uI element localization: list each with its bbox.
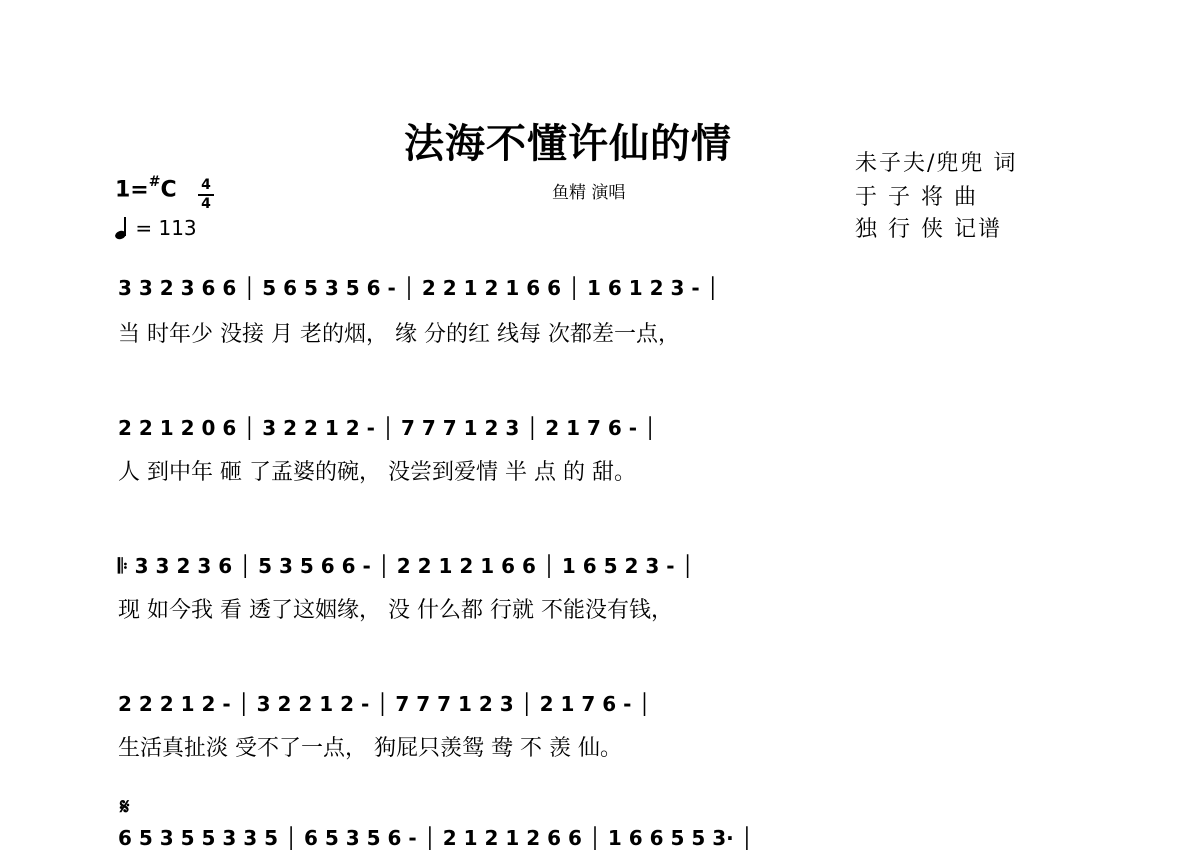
lyricist-credit: 未子夫/兜兜 词 <box>855 151 1018 176</box>
transcriber-credit: 独 行 侠 记谱 <box>855 217 1002 242</box>
notation-row-3: 𝄆 3 3 2 3 6 │ 5 3 5 6 6 - │ 2 2 1 2 1 6 6 │ 1 6 5 2 3 - │ <box>118 554 694 578</box>
quarter-note-icon <box>115 217 129 239</box>
composer-credit: 于 子 将 曲 <box>855 185 978 210</box>
singer-credit: 鱼精 演唱 <box>552 183 626 203</box>
tempo-marking: = 113 <box>115 216 197 240</box>
notation-row-5: 6 5 3 5 5 3 3 5 │ 6 5 3 5 6 - │ 2 1 2 1 2 6 6 │ 1 6 6 5 5 3· │ <box>118 826 753 850</box>
lyrics-row-2: 人 到中年 砸 了孟婆的碗， 没尝到爱情 半 点 的 甜。 <box>118 460 636 485</box>
notation-row-4: 2 2 2 1 2 - │ 3 2 2 1 2 - │ 7 7 7 1 2 3 │ 2 1 7 6 - │ <box>118 692 651 716</box>
time-signature: 4 4 <box>198 178 214 212</box>
lyrics-row-1: 当 时年少 没接 月 老的烟， 缘 分的红 线每 次都差一点， <box>118 322 680 347</box>
notation-row-2: 2 2 1 2 0 6 │ 3 2 2 1 2 - │ 7 7 7 1 2 3 │ 2 1 7 6 - │ <box>118 416 657 440</box>
lyrics-row-4: 生活真扯淡 受不了一点， 狗屁只羡鸳 鸯 不 羡 仙。 <box>118 736 622 761</box>
lyrics-row-3: 现 如今我 看 透了这姻缘， 没 什么都 行就 不能没有钱， <box>118 598 673 623</box>
notation-row-1: 3 3 2 3 6 6 │ 5 6 5 3 5 6 - │ 2 2 1 2 1 6 6 │ 1 6 1 2 3 - │ <box>118 276 719 300</box>
key-signature: 1=#C <box>115 174 177 203</box>
segno-icon: 𝄋 <box>120 794 130 820</box>
song-title: 法海不懂许仙的情 <box>404 121 732 167</box>
